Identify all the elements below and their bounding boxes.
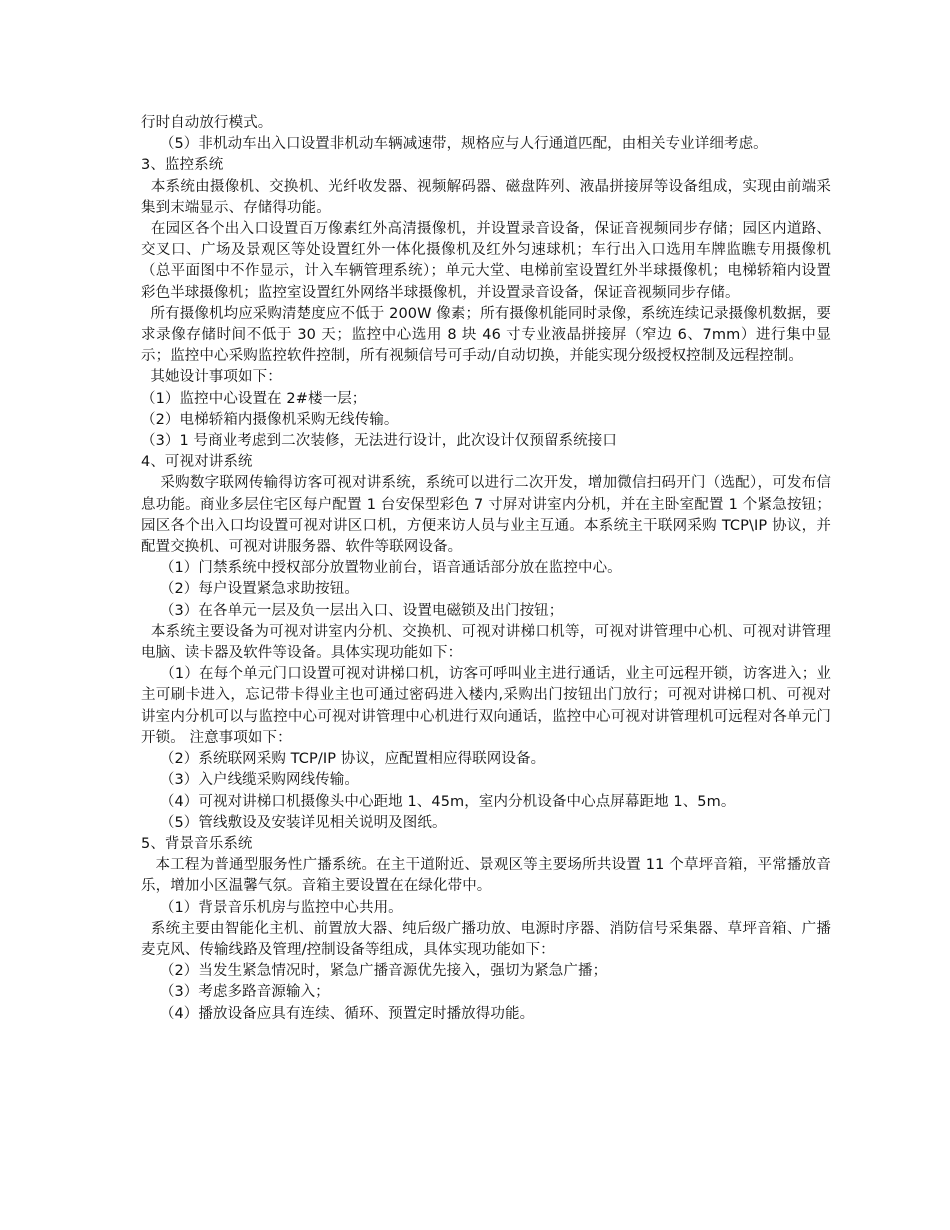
- paragraph: 其她设计事项如下：: [141, 369, 282, 386]
- list-item: （1）监控中心设置在 2#楼一层；: [141, 390, 367, 407]
- list-item: （1）在每个单元门口设置可视对讲梯口机，访客可呼叫业主进行通话，业主可远程开锁，访客进入；业主可刷卡进入，忘记带卡得业主也可通过密码进入楼内,采购出门按钮出门放行；可视对讲梯口机、可视对讲室内分机可以与监控中心可视对讲管理中心机进行双向通话，监控中心可视对讲管理机可远程对各单元门开锁。 注意事项如下：: [141, 666, 831, 746]
- document-page: [141, 113, 831, 1025]
- list-item: （2）每户设置紧急求助按钮。: [141, 581, 359, 598]
- list-item: （4）可视对讲梯口机摄像头中心距地 1、45m，室内分机设备中心点屏幕距地 1、5m。: [141, 793, 736, 810]
- list-item: （2）电梯轿箱内摄像机采购无线传输。: [141, 411, 399, 428]
- paragraph: 系统主要由智能化主机、前置放大器、纯后级广播功放、电源时序器、消防信号采集器、草坪音箱、广播麦克风、传输线路及管理/控制设备等组成，具体实现功能如下：: [141, 920, 831, 958]
- paragraph: 本工程为普通型服务性广播系统。在主干道附近、景观区等主要场所共设置 11 个草坪音箱，平常播放音乐，增加小区温馨气氛。音箱主要设置在在绿化带中。: [141, 857, 831, 895]
- paragraph: 采购数字联网传输得访客可视对讲系统，系统可以进行二次开发，增加微信扫码开门（选配），可发布信息功能。商业多层住宅区每户配置 1 台安保型彩色 7 寸屏对讲室内分机，并在主卧室配置 1 个紧急按钮；园区各个出入口均设置可视对讲区口机，方便来访人员与业主互通。本系统主干联网采购 TCP\IP 协议，并配置交换机、可视对讲服务器、软件等联网设备。: [141, 475, 831, 556]
- paragraph: 本系统由摄像机、交换机、光纤收发器、视频解码器、磁盘阵列、液晶拼接屏等设备组成，实现由前端采集到末端显示、存储得功能。: [141, 178, 831, 216]
- list-item: （2）系统联网采购 TCP/IP 协议，应配置相应得联网设备。: [141, 751, 546, 768]
- section-heading: 5、背景音乐系统: [141, 835, 253, 852]
- list-item: （1）门禁系统中授权部分放置物业前台，语音通话部分放在监控中心。: [141, 560, 622, 577]
- list-item: （3）1 号商业考虑到二次装修，无法进行设计，此次设计仅预留系统接口: [141, 433, 617, 450]
- section-heading: 4、可视对讲系统: [141, 454, 253, 471]
- list-item: （2）当发生紧急情况时，紧急广播音源优先接入，强切为紧急广播；: [141, 963, 608, 980]
- list-item: （1）背景音乐机房与监控中心共用。: [141, 899, 403, 916]
- list-item: （5）管线敷设及安装详见相关说明及图纸。: [141, 814, 447, 831]
- paragraph: 行时自动放行模式。: [141, 115, 273, 131]
- list-item: （3）在各单元一层及负一层出入口、设置电磁锁及出门按钮；: [141, 602, 564, 619]
- paragraph: 本系统主要设备为可视对讲室内分机、交换机、可视对讲梯口机等，可视对讲管理中心机、可视对讲管理电脑、读卡器及软件等设备。具体实现功能如下：: [141, 623, 831, 662]
- list-item: （3）考虑多路音源输入；: [141, 984, 330, 1001]
- list-item: （3）入户线缆采购网线传输。: [141, 772, 359, 789]
- paragraph: 所有摄像机均应采购清楚度应不低于 200W 像素；所有摄像机能同时录像，系统连续记录摄像机数据，要求录像存储时间不低于 30 天；监控中心选用 8 块 46 寸专业液晶拼接屏（窄边 6、7mm）进行集中显示；监控中心采购监控软件控制，所有视频信号可手动/自动切换，并能实现分级授权控制及远程控制。: [141, 305, 831, 365]
- section-heading: 3、监控系统: [141, 157, 224, 174]
- paragraph: （5）非机动车出入口设置非机动车辆减速带，规格应与人行通道匹配，由相关专业详细考虑。: [141, 136, 768, 153]
- paragraph: 在园区各个出入口设置百万像素红外高清摄像机，并设置录音设备，保证音视频同步存储；园区内道路、交叉口、广场及景观区等处设置红外一体化摄像机及红外匀速球机；车行出入口选用车牌监瞧专用摄像机（总平面图中不作显示，计入车辆管理系统）；单元大堂、电梯前室设置红外半球摄像机；电梯轿箱内设置彩色半球摄像机；监控室设置红外网络半球摄像机，并设置录音设备，保证音视频同步存储。: [141, 221, 831, 301]
- list-item: （4）播放设备应具有连续、循环、预置定时播放得功能。: [141, 1005, 535, 1022]
